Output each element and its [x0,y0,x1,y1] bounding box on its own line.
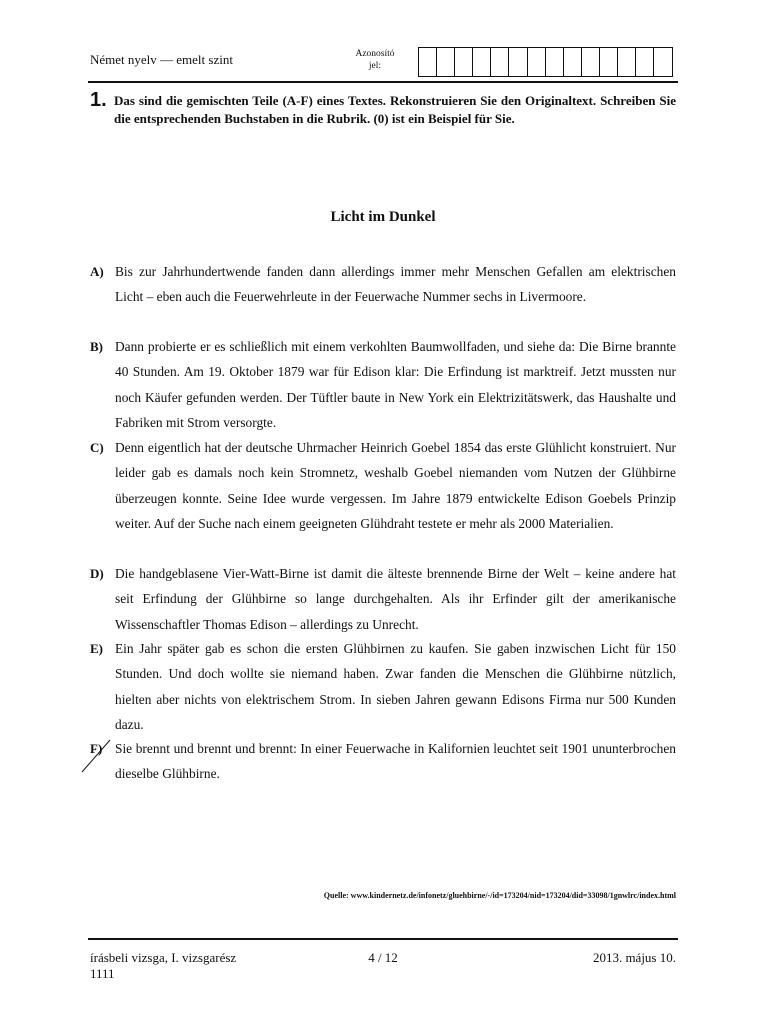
footer-exam-part: írásbeli vizsga, I. vizsgarész [90,950,237,965]
paragraph-label: B) [90,339,103,354]
id-box[interactable] [528,48,546,76]
text-title: Licht im Dunkel [330,209,436,225]
id-box[interactable] [455,48,473,76]
id-box[interactable] [654,48,672,76]
id-label-line1: Azonosító [355,49,395,59]
paragraph-label: F) [90,741,103,756]
paragraph-f [90,736,676,787]
paragraph-d [90,561,676,637]
paragraph-label: E) [90,641,103,656]
id-box[interactable] [491,48,509,76]
paragraph-e [90,636,676,737]
paragraph-text: Bis zur Jahrhundertwende fanden dann allerdings immer mehr Menschen Gefallen am elektrischen Licht – eben auch die Feuerwehrleute in der Feuerwache Nummer sechs in Livermoore. [115,264,676,305]
page-number: 4 / 12 [368,950,398,965]
paragraph-text: Dann probierte er es schließlich mit einem verkohlten Baumwollfaden, und siehe da: Die Birne brannte 40 Stunden. Am 19. Oktober 1879 war für Edison klar: Die Erfindung ist marktreif. Jetzt mussten nur noch Käufer gefunden werden. Der Tüftler baute in New York ein Elektrizitätswerk, das Haushalte und Fabriken mit Strom versorgte. [115,339,676,430]
id-box[interactable] [636,48,654,76]
example-strike-mark [80,738,112,774]
id-box[interactable] [618,48,636,76]
source-citation: Quelle: www.kindernetz.de/infonetz/gluehbirne/-/id=173204/nid=173204/did=33098/1gnwlrc/index.html [323,891,676,900]
id-label [336,48,414,72]
footer-left [90,950,236,982]
header-divider [88,81,678,83]
footer-divider [88,938,678,940]
id-box[interactable] [582,48,600,76]
paragraph-a [90,259,676,310]
id-boxes[interactable] [418,47,673,77]
paragraph-text: Denn eigentlich hat der deutsche Uhrmacher Heinrich Goebel 1854 das erste Glühlicht konstruiert. Nur leider gab es damals noch kein Stromnetz, weshalb Goebel niemanden vom Nutzen der Glühbirne überzeugen konnte. Seine Idee wurde vergessen. Im Jahre 1879 entwickelte Edison Goebels Prinzip weiter. Auf der Suche nach einem geeigneten Glühdraht testete er mehr als 2000 Materialien. [115,440,676,531]
id-box[interactable] [564,48,582,76]
footer-code: 1111 [90,966,115,981]
id-box[interactable] [509,48,527,76]
id-label-line2: jel: [368,61,382,71]
paragraph-text: Ein Jahr später gab es schon die ersten Glühbirnen zu kaufen. Sie gaben inzwischen Licht für 150 Stunden. Und doch wollte sie niemand haben. Zwar fanden die Menschen die Glühbirne nützlich, hielten aber nichts von elektrischem Strom. In sieben Jahren gewann Edisons Firma nur 500 Kunden dazu. [115,641,676,732]
id-box[interactable] [546,48,564,76]
paragraph-label: D) [90,566,104,581]
id-box[interactable] [473,48,491,76]
task-number: 1. [90,89,107,111]
paragraph-b [90,334,676,435]
id-box[interactable] [419,48,437,76]
subject-title: Német nyelv — emelt szint [90,52,233,67]
exam-date: 2013. május 10. [592,950,676,965]
paragraph-text: Die handgeblasene Vier-Watt-Birne ist damit die älteste brennende Birne der Welt – keine andere hat seit Erfindung der Glühbirne so lange durchgehalten. Als ihr Erfinder gilt der amerikanische Wissenschaftler Thomas Edison – allerdings zu Unrecht. [115,566,676,632]
id-box[interactable] [600,48,618,76]
id-box[interactable] [437,48,455,76]
paragraph-c [90,435,676,536]
task-instruction: Das sind die gemischten Teile (A-F) eines Textes. Rekonstruieren Sie den Originaltext. Schreiben Sie die entsprechenden Buchstaben in die Rubrik. (0) ist ein Beispiel für Sie. [114,93,676,126]
paragraph-label: C) [90,440,104,455]
paragraph-text: Sie brennt und brennt und brennt: In einer Feuerwache in Kalifornien leuchtet seit 1901 ununterbrochen dieselbe Glühbirne. [115,741,676,782]
paragraph-label: A) [90,264,104,279]
